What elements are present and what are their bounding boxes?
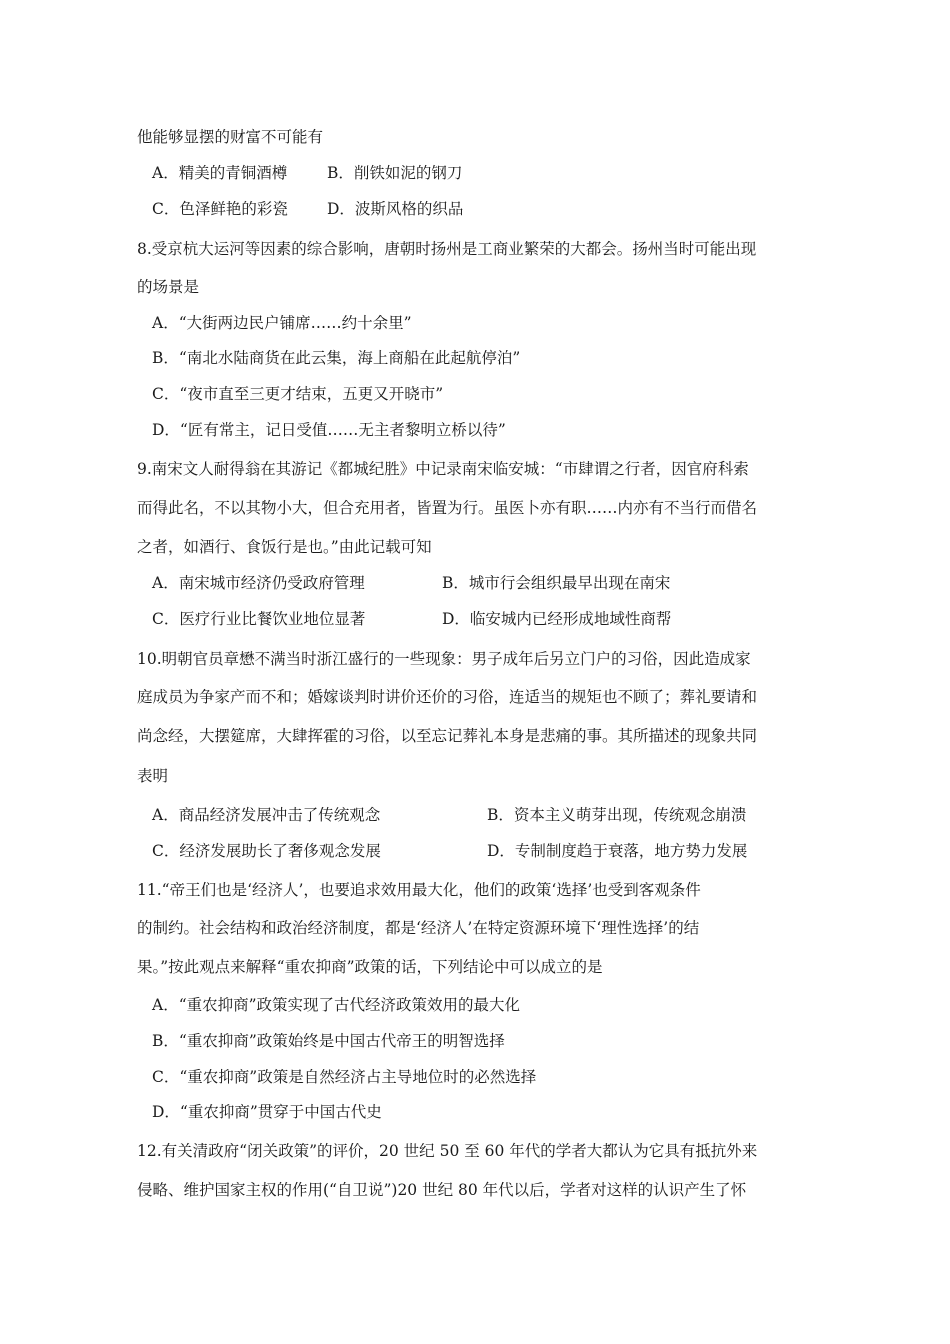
q11-stem-line1: 11.“帝王们也是‘经济人’，也要追求效用最大化，他们的政策‘选择’也受到客观条件 <box>137 881 701 899</box>
q7-option-d: D．波斯风格的织品 <box>327 200 464 218</box>
q11-option-b: B．“重农抑商”政策始终是中国古代帝王的明智选择 <box>152 1032 505 1050</box>
q8-stem-line2: 的场景是 <box>137 278 200 296</box>
q11-stem-line2: 的制约。社会结构和政治经济制度，都是‘经济人’在特定资源环境下‘理性选择’的结 <box>137 919 700 937</box>
q12-stem-line2: 侵略、维护国家主权的作用(“自卫说”)20 世纪 80 年代以后，学者对这样的认识产生了怀 <box>137 1181 747 1199</box>
q10-option-c: C．经济发展助长了奢侈观念发展 <box>152 842 381 860</box>
q9-stem-line1: 9.南宋文人耐得翁在其游记《都城纪胜》中记录南宋临安城：“市肆谓之行者，因官府科索 <box>137 460 749 478</box>
q11-option-a: A．“重农抑商”政策实现了古代经济政策效用的最大化 <box>152 996 521 1014</box>
q8-stem-line1: 8.受京杭大运河等因素的综合影响，唐朝时扬州是工商业繁荣的大都会。扬州当时可能出现 <box>137 240 757 258</box>
q10-option-a: A．商品经济发展冲击了传统观念 <box>152 806 381 824</box>
q10-stem-line1: 10.明朝官员章懋不满当时浙江盛行的一些现象：男子成年后另立门户的习俗，因此造成家 <box>137 650 751 668</box>
q11-option-d: D．“重农抑商”贯穿于中国古代史 <box>152 1103 382 1121</box>
q7-stem-tail: 他能够显摆的财富不可能有 <box>137 128 324 146</box>
q10-stem-line3: 尚念经，大摆筵席，大肆挥霍的习俗，以至忘记葬礼本身是悲痛的事。其所描述的现象共同 <box>137 727 758 745</box>
q8-option-b: B．“南北水陆商货在此云集，海上商船在此起航停泊” <box>152 349 521 367</box>
q7-option-c: C．色泽鲜艳的彩瓷 <box>152 200 288 218</box>
q10-option-b: B．资本主义萌芽出现，传统观念崩溃 <box>487 806 747 824</box>
q8-option-a: A．“大街两边民户铺席……约十余里” <box>152 314 412 332</box>
q11-option-c: C．“重农抑商”政策是自然经济占主导地位时的必然选择 <box>152 1068 537 1086</box>
q9-stem-line2: 而得此名，不以其物小大，但合充用者，皆置为行。虽医卜亦有职……内亦有不当行而借名 <box>137 499 758 517</box>
q12-stem-line1: 12.有关清政府“闭关政策”的评价，20 世纪 50 至 60 年代的学者大都认为它具有抵抗外来 <box>137 1142 758 1160</box>
q10-stem-line4: 表明 <box>137 767 169 785</box>
q9-option-c: C．医疗行业比餐饮业地位显著 <box>152 610 366 628</box>
q9-option-b: B．城市行会组织最早出现在南宋 <box>442 574 671 592</box>
q10-stem-line2: 庭成员为争家产而不和；婚嫁谈判时讲价还价的习俗，连适当的规矩也不顾了；葬礼要请和 <box>137 688 758 706</box>
q11-stem-line3: 果。”按此观点来解释“重农抑商”政策的话，下列结论中可以成立的是 <box>137 958 603 976</box>
q10-option-d: D．专制制度趋于衰落，地方势力发展 <box>487 842 748 860</box>
q7-option-a: A．精美的青铜酒樽 <box>152 164 288 182</box>
q8-option-c: C．“夜市直至三更才结束，五更又开晓市” <box>152 385 444 403</box>
q7-option-b: B．削铁如泥的钢刀 <box>327 164 463 182</box>
q9-option-a: A．南宋城市经济仍受政府管理 <box>152 574 365 592</box>
q8-option-d: D．“匠有常主，记日受值……无主者黎明立桥以待” <box>152 421 506 439</box>
q9-option-d: D．临安城内已经形成地域性商帮 <box>442 610 672 628</box>
q9-stem-line3: 之者，如酒行、食饭行是也。”由此记载可知 <box>137 538 432 556</box>
